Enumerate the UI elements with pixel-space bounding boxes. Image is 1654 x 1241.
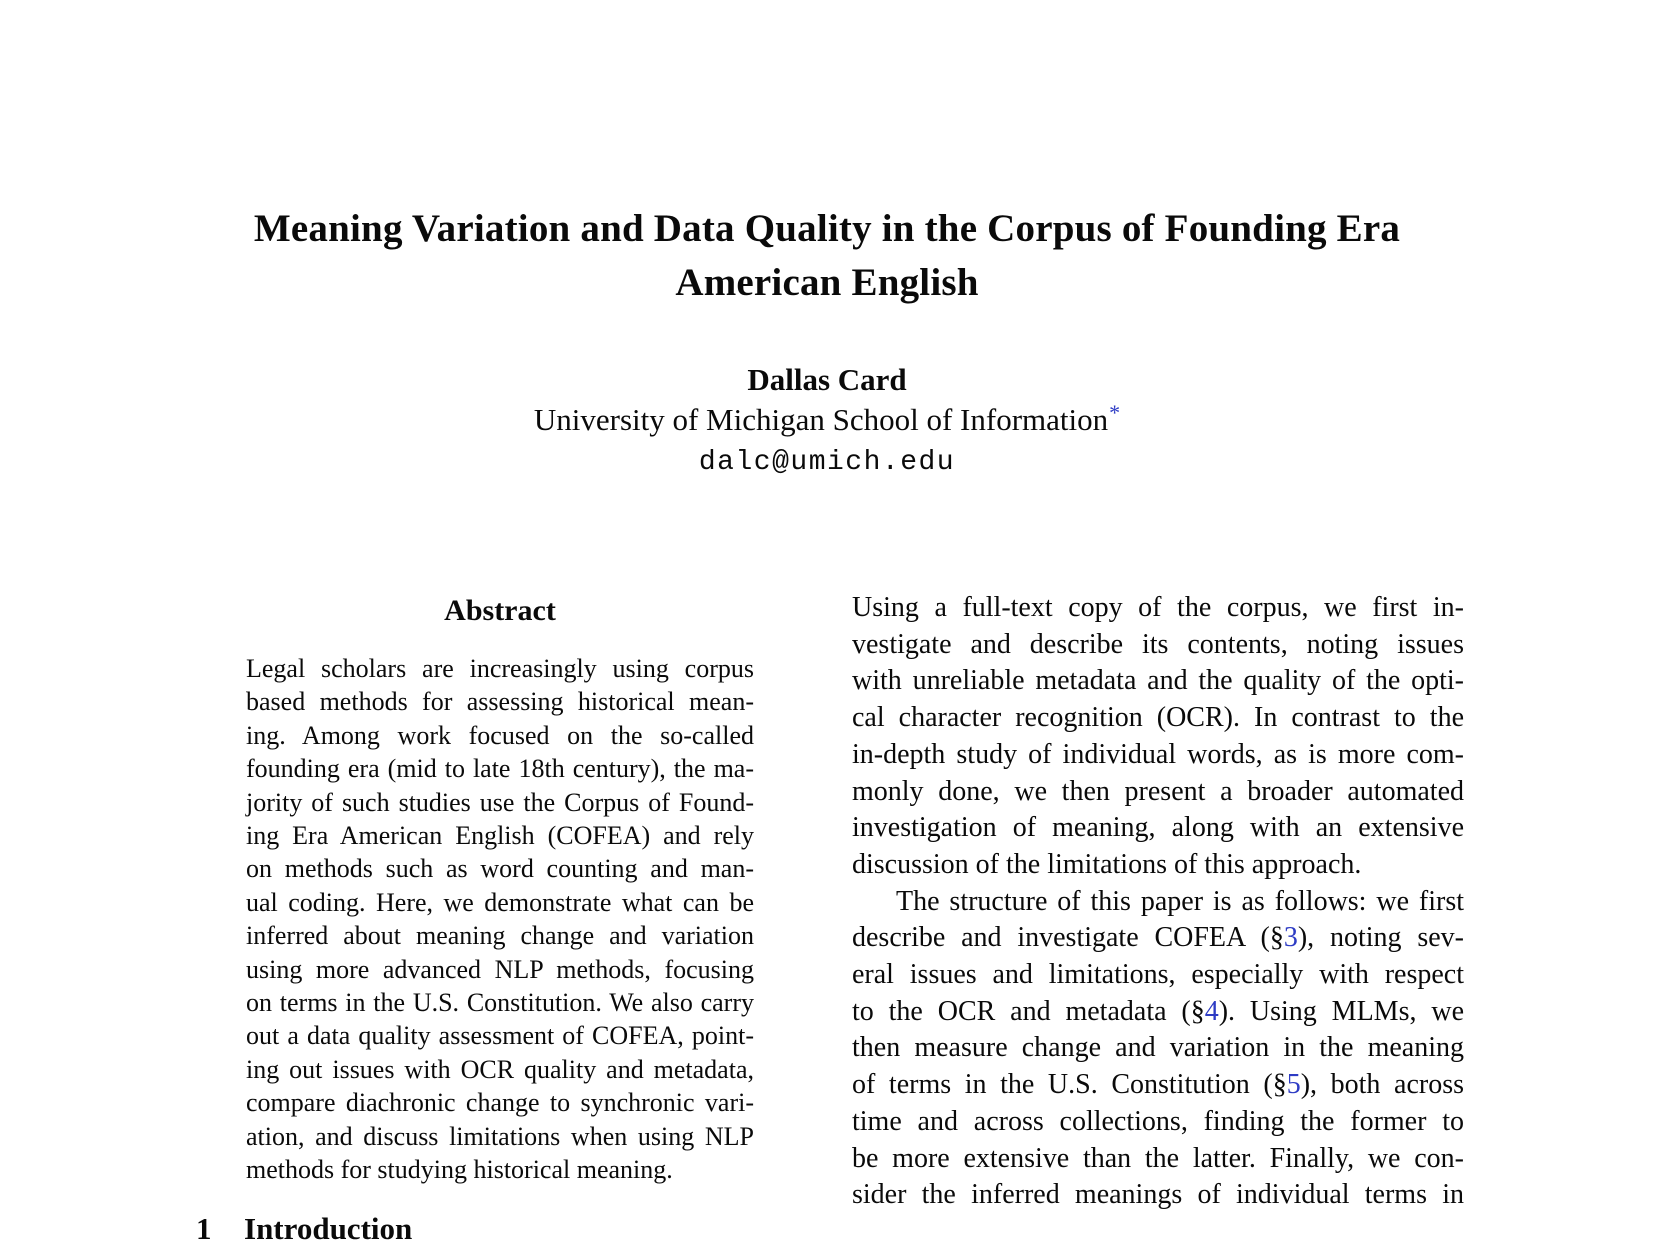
text-line: sider the inferred meanings of individual terms in: [852, 1179, 1464, 1211]
text-line: Legal scholars are increasingly using corpus: [246, 654, 754, 683]
paper-title-line-1: Meaning Variation and Data Quality in the Corpus of Founding Era: [253, 207, 1401, 250]
text-line: eral issues and limitations, especially with respect: [852, 959, 1464, 991]
text-line: The structure of this paper is as follows: we first: [896, 885, 1464, 917]
abstract-heading: Abstract: [444, 594, 556, 627]
text-line: with unreliable metadata and the quality of the opti-: [852, 665, 1464, 697]
text-line: ual coding. Here, we demonstrate what can be: [246, 887, 754, 917]
text-line: inferred about meaning change and variation: [246, 921, 754, 951]
footnote-asterisk-link[interactable]: *: [1109, 400, 1121, 425]
section-title: Introduction: [244, 1211, 413, 1241]
text-line: on terms in the U.S. Constitution. We also carry: [246, 988, 754, 1018]
text-line: time and across collections, finding the former to: [852, 1105, 1464, 1137]
right-column-text: [852, 590, 1464, 1214]
text-line: based methods for assessing historical mean-: [246, 687, 754, 717]
section-ref-link[interactable]: 3: [1283, 922, 1298, 954]
affiliation-line: [0, 400, 1654, 443]
paper-title: [0, 202, 1654, 310]
text-line: then measure change and variation in the meaning: [852, 1032, 1464, 1064]
section-ref-link[interactable]: 4: [1204, 995, 1219, 1027]
author-email: dalc@umich.edu: [698, 447, 956, 478]
text-line: founding era (mid to late 18th century), the ma-: [246, 754, 754, 784]
section-ref-link[interactable]: 5: [1286, 1069, 1301, 1101]
section-heading-introduction: [196, 1210, 412, 1241]
text-line: Using a full-text copy of the corpus, we first in-: [852, 592, 1464, 623]
section-number: 1: [196, 1211, 212, 1241]
text-line: compare diachronic change to synchronic vari-: [246, 1088, 754, 1118]
text-line: to the OCR and metadata (§4). Using MLMs, we: [852, 995, 1464, 1027]
text-line: in-depth study of individual words, as is more com-: [852, 738, 1464, 770]
text-line: ing out issues with OCR quality and metadata,: [246, 1054, 754, 1084]
text-line: ing. Among work focused on the so-called: [246, 720, 754, 750]
author-name: Dallas Card: [747, 362, 907, 397]
text-line: investigation of meaning, along with an extensive: [852, 812, 1464, 844]
text-line: of terms in the U.S. Constitution (§5), both across: [852, 1069, 1464, 1101]
text-line: vestigate and describe its contents, noting issues: [852, 628, 1464, 660]
abstract-body: [246, 652, 754, 1187]
text-line: using more advanced NLP methods, focusing: [246, 954, 754, 984]
text-line: monly done, we then present a broader automated: [852, 775, 1464, 807]
text-line: on methods such as word counting and man-: [246, 854, 754, 884]
text-line: jority of such studies use the Corpus of Found-: [246, 787, 754, 817]
author-block: [0, 360, 1654, 483]
text-line: describe and investigate COFEA (§3), noting sev-: [852, 922, 1464, 954]
affiliation-text: University of Michigan School of Information: [533, 402, 1109, 437]
paper-title-line-2: American English: [675, 261, 979, 304]
text-line: out a data quality assessment of COFEA, point-: [246, 1021, 754, 1051]
text-line: ing Era American English (COFEA) and rely: [246, 821, 754, 851]
text-line: cal character recognition (OCR). In contrast to the: [852, 702, 1464, 734]
text-line: discussion of the limitations of this approach.: [852, 848, 1362, 880]
text-line: be more extensive than the latter. Finally, we con-: [852, 1142, 1464, 1174]
text-line: ation, and discuss limitations when using NLP: [246, 1121, 754, 1151]
text-line: methods for studying historical meaning.: [246, 1155, 673, 1185]
